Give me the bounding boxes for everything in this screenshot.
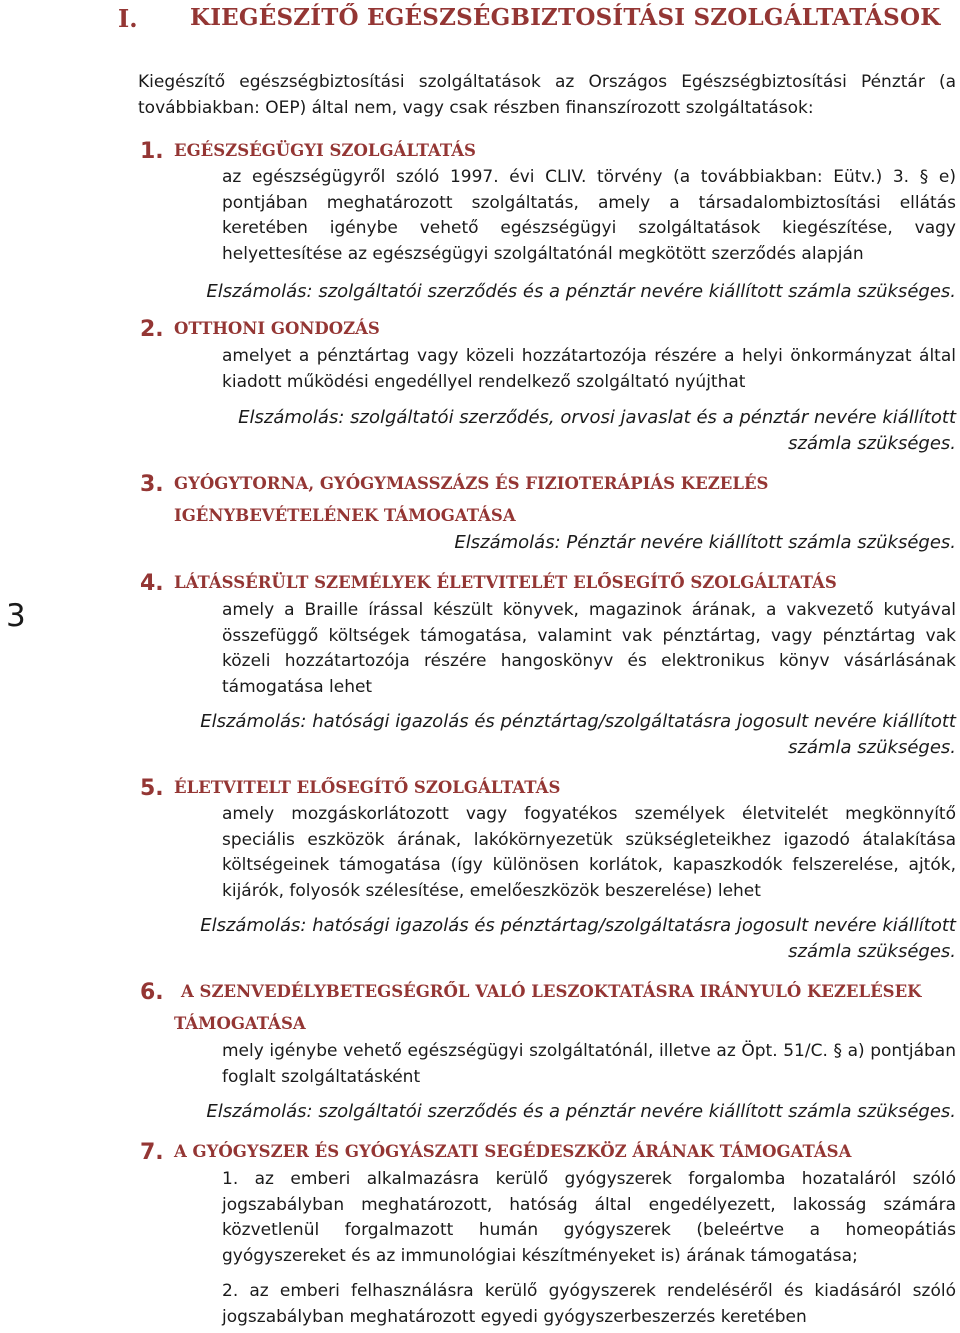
section-3-number: 3. — [140, 472, 164, 497]
section-2-title: OTTHONI GONDOZÁS — [174, 319, 380, 338]
section-6-body: mely igénybe vehető egészségügyi szolgáltatónál, illetve az Öpt. 51/C. § a) pontjában foglalt szolgáltatásként — [222, 1041, 956, 1087]
section-3-title-cont: IGÉNYBEVÉTELÉNEK TÁMOGATÁSA — [174, 506, 516, 525]
section-5-body: amely mozgáskorlátozott vagy fogyatékos személyek életvitelét megkönnyítő speciális eszközök árának, lakókörnyezetük szükségleteikhez igazodó átalakítása költségeinek támogatása (így különösen korlátok, kapaszkodók felszerelése, ajtók, kijárók, folyosók szélesítése, emelőeszközök beszerelése) lehet — [222, 804, 956, 901]
section-1-number: 1. — [140, 139, 164, 164]
section-4-number: 4. — [140, 571, 164, 596]
section-4-billing-cont: számla szükséges. — [788, 737, 956, 758]
section-2-number: 2. — [140, 317, 164, 342]
section-1-billing: Elszámolás: szolgáltatói szerződés és a pénztár nevére kiállított számla szükséges. — [206, 281, 956, 302]
section-5-billing: Elszámolás: hatósági igazolás és pénztártag/szolgáltatásra jogosult nevére kiállított — [200, 915, 956, 936]
section-5-billing-cont: számla szükséges. — [788, 941, 956, 962]
section-7-item-2: 2. az emberi felhasználásra kerülő gyógyszerek rendeléséről és kiadásáról szóló jogszabályban meghatározott egyedi gyógyszerbeszerzés keretében — [222, 1281, 956, 1327]
section-4-body: amely a Braille írással készült könyvek, magazinok árának, a vakvezető kutyával összefüggő költségek támogatása, valamint vak pénztártag, vagy pénztártag vak közeli hozzátartozója részére hangoskönyv és elektronikus könyv vásárlásának támogatása lehet — [222, 600, 956, 697]
section-7-item-1: 1. az emberi alkalmazásra kerülő gyógyszerek forgalomba hozataláról szóló jogszabályban meghatározott, hatóság által engedélyezett, lakosság számára közvetlenül forgalmazott humán gyógyszerek (beleértve a homeopátiás gyógyszereket és az immunológiai készítményeket is) árának támogatása; — [222, 1169, 956, 1266]
section-6-billing: Elszámolás: szolgáltatói szerződés és a pénztár nevére kiállított számla szükséges. — [206, 1101, 956, 1122]
section-5-title: ÉLETVITELT ELŐSEGÍTŐ SZOLGÁLTATÁS — [174, 778, 561, 797]
section-6-title-cont: TÁMOGATÁSA — [174, 1014, 306, 1033]
chapter-title: KIEGÉSZÍTŐ EGÉSZSÉGBIZTOSÍTÁSI SZOLGÁLTATÁSOK — [190, 4, 941, 31]
section-7-title: A GYÓGYSZER ÉS GYÓGYÁSZATI SEGÉDESZKÖZ ÁRÁNAK TÁMOGATÁSA — [174, 1142, 852, 1161]
section-6-title: A SZENVEDÉLYBETEGSÉGRŐL VALÓ LESZOKTATÁSRA IRÁNYULÓ KEZELÉSEK — [181, 982, 922, 1001]
section-2-billing-cont: számla szükséges. — [788, 433, 956, 454]
chapter-number: I. — [118, 4, 138, 33]
section-3-title: GYÓGYTORNA, GYÓGYMASSZÁZS ÉS FIZIOTERÁPIÁS KEZELÉS — [174, 474, 769, 493]
intro-paragraph: Kiegészítő egészségbiztosítási szolgáltatások az Országos Egészségbiztosítási Pénztár (a továbbiakban: OEP) által nem, vagy csak részben finanszírozott szolgáltatások: — [138, 72, 956, 118]
section-4-title: LÁTÁSSÉRÜLT SZEMÉLYEK ÉLETVITELÉT ELŐSEGÍTŐ SZOLGÁLTATÁS — [174, 573, 837, 592]
section-2-body: amelyet a pénztártag vagy közeli hozzátartozója részére a helyi önkormányzat által kiadott működési engedéllyel rendelkező szolgáltató nyújthat — [222, 346, 956, 392]
page-number: 3 — [6, 598, 26, 634]
section-5-number: 5. — [140, 776, 164, 801]
section-1-body: az egészségügyről szóló 1997. évi CLIV. törvény (a továbbiakban: Eütv.) 3. § e) pontjában meghatározott szolgáltatás, amely a társadalombiztosítási ellátás keretében igénybe vehető egészségügyi szolgáltatások kiegészítése, vagy helyettesítése az egészségügyi szolgáltatónál megkötött szerződés alapján — [222, 167, 956, 264]
section-3-billing: Elszámolás: Pénztár nevére kiállított számla szükséges. — [454, 532, 956, 553]
section-2-billing: Elszámolás: szolgáltatói szerződés, orvosi javaslat és a pénztár nevére kiállított — [238, 407, 956, 428]
section-7-number: 7. — [140, 1140, 164, 1165]
section-4-billing: Elszámolás: hatósági igazolás és pénztártag/szolgáltatásra jogosult nevére kiállított — [200, 711, 956, 732]
section-6-number: 6. — [140, 980, 164, 1005]
section-1-title: EGÉSZSÉGÜGYI SZOLGÁLTATÁS — [174, 141, 476, 160]
